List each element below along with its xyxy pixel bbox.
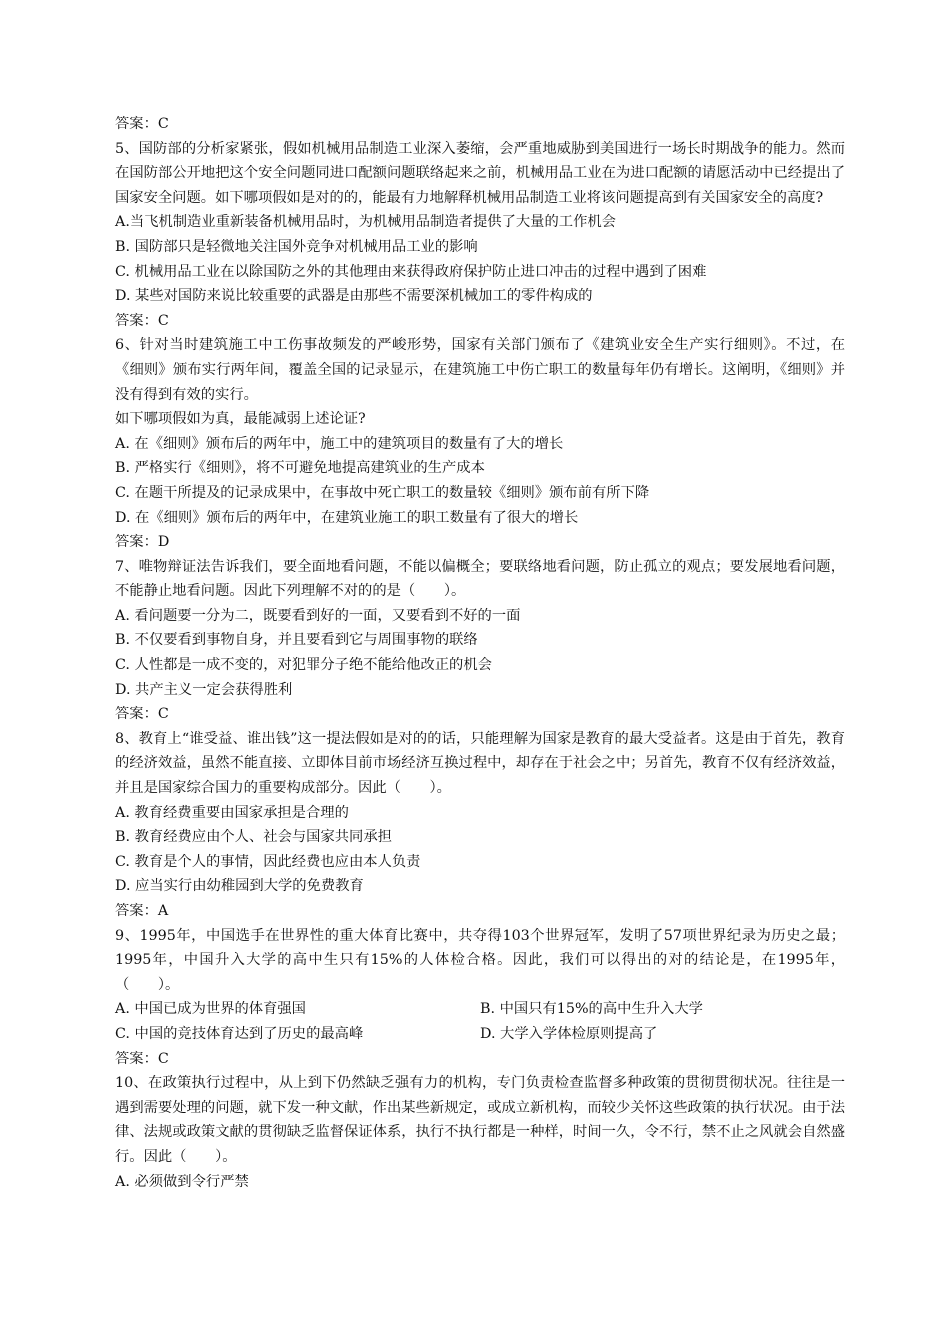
options-row bbox=[115, 997, 845, 1022]
option-c: C. 中国的竞技体育达到了历史的最高峰 bbox=[115, 1025, 364, 1042]
answer-line: 答案：A bbox=[115, 903, 169, 919]
option-a: A. 在《细则》颁布后的两年中，施工中的建筑项目的数量有了大的增长 bbox=[115, 435, 564, 452]
answer-line: 答案：C bbox=[115, 1050, 169, 1067]
answer-line: 答案：D bbox=[115, 534, 170, 551]
option-b: B. 严格实行《细则》，将不可避免地提高建筑业的生产成本 bbox=[115, 460, 485, 477]
option-d: D. 某些对国防来说比较重要的武器是由那些不需要深机械加工的零件构成的 bbox=[115, 288, 593, 305]
option-d: D. 在《细则》颁布后的两年中，在建筑业施工的职工数量有了很大的增长 bbox=[115, 509, 579, 526]
question-stem: 8、教育上“谁受益、谁出钱”这一提法假如是对的的话，只能理解为国家是教育的最大受益者。这是由于首先，教育的经济效益，虽然不能直接、立即体目前市场经济互换过程中，却存在于社会之中；另首先，教育不仅有经济效益，并且是国家综合国力的重要构成部分。因此（ ）。 bbox=[115, 730, 845, 797]
question-7 bbox=[115, 555, 845, 727]
option-a: A. 教育经费重要由国家承担是合理的 bbox=[115, 804, 349, 821]
options-row bbox=[115, 1022, 845, 1047]
question-prompt: 如下哪项假如为真，最能减弱上述论证? bbox=[115, 411, 366, 428]
option-b: B. 教育经费应由个人、社会与国家共同承担 bbox=[115, 829, 392, 846]
answer-line: 答案：C bbox=[115, 116, 169, 132]
question-stem: 5、国防部的分析家紧张，假如机械用品制造工业深入萎缩，会严重地威胁到美国进行一场长时期战争的能力。然而在国防部公开地把这个安全问题同进口配额问题联络起来之前，机械用品工业在为进口配额的请愿活动中已经提出了国家安全问题。如下哪项假如是对的的，能最有力地解释机械用品制造工业将该问题提高到有关国家安全的高度? bbox=[115, 140, 845, 206]
option-a: A. 必须做到令行严禁 bbox=[115, 1173, 249, 1190]
option-a: A. 中国已成为世界的体育强国 bbox=[115, 1001, 306, 1018]
option-d: D. 大学入学体检原则提高了 bbox=[480, 1025, 658, 1042]
option-b: B. 不仅要看到事物自身，并且要看到它与周围事物的联络 bbox=[115, 632, 478, 649]
option-b: B. 中国只有15%的高中生升入大学 bbox=[480, 1001, 703, 1018]
answer-line: 答案：C bbox=[115, 706, 169, 723]
option-d: D. 共产主义一定会获得胜利 bbox=[115, 681, 293, 698]
option-c: C. 机械用品工业在以除国防之外的其他理由来获得政府保护防止进口冲击的过程中遇到了困难 bbox=[115, 263, 707, 280]
question-stem: 9、1995年，中国选手在世界性的重大体育比赛中，共夺得103个世界冠军，发明了57项世界纪录为历史之最；1995年，中国升入大学的高中生只有15%的人体检合格。因此，我们可以得出的对的结论是，在1995年，（ ）。 bbox=[115, 927, 845, 993]
option-c: C. 在题干所提及的记录成果中，在事故中死亡职工的数量较《细则》颁布前有所下降 bbox=[115, 484, 650, 501]
option-d: D. 应当实行由幼稚园到大学的免费教育 bbox=[115, 878, 364, 895]
document-page bbox=[115, 112, 845, 1194]
question-stem: 7、唯物辩证法告诉我们，要全面地看问题，不能以偏概全；要联络地看问题，防止孤立的观点；要发展地看问题，不能静止地看问题。因此下列理解不对的的是（ ）。 bbox=[115, 558, 845, 600]
question-9 bbox=[115, 924, 845, 1072]
option-b: B. 国防部只是轻微地关注国外竞争对机械用品工业的影响 bbox=[115, 238, 478, 255]
answer-line: 答案：C bbox=[115, 312, 169, 329]
question-stem: 10、在政策执行过程中，从上到下仍然缺乏强有力的机构，专门负责检查监督多种政策的贯彻贯彻状况。往往是一遇到需要处理的问题，就下发一种文献，作出某些新规定，或成立新机构，而较少关怀这些政策的执行状况。由于法律、法规或政策文献的贯彻缺乏监督保证体系，执行不执行都是一种样，时间一久，令不行，禁不止之风就会自然盛行。因此（ ）。 bbox=[115, 1075, 845, 1165]
question-5 bbox=[115, 137, 845, 334]
option-a: A. 看问题要一分为二，既要看到好的一面，又要看到不好的一面 bbox=[115, 607, 521, 624]
option-c: C. 教育是个人的事情，因此经费也应由本人负责 bbox=[115, 853, 421, 870]
question-6 bbox=[115, 333, 845, 554]
question-10 bbox=[115, 1071, 845, 1194]
option-a: A.当飞机制造业重新装备机械用品时，为机械用品制造者提供了大量的工作机会 bbox=[115, 214, 616, 231]
option-c: C. 人性都是一成不变的，对犯罪分子绝不能给他改正的机会 bbox=[115, 657, 492, 674]
question-stem: 6、针对当时建筑施工中工伤事故频发的严峻形势，国家有关部门颁布了《建筑业安全生产实行细则》。不过，在《细则》颁布实行两年间，覆盖全国的记录显示，在建筑施工中伤亡职工的数量每年仍有增长。这阐明，《细则》并没有得到有效的实行。 bbox=[115, 337, 845, 403]
question-8 bbox=[115, 727, 845, 924]
